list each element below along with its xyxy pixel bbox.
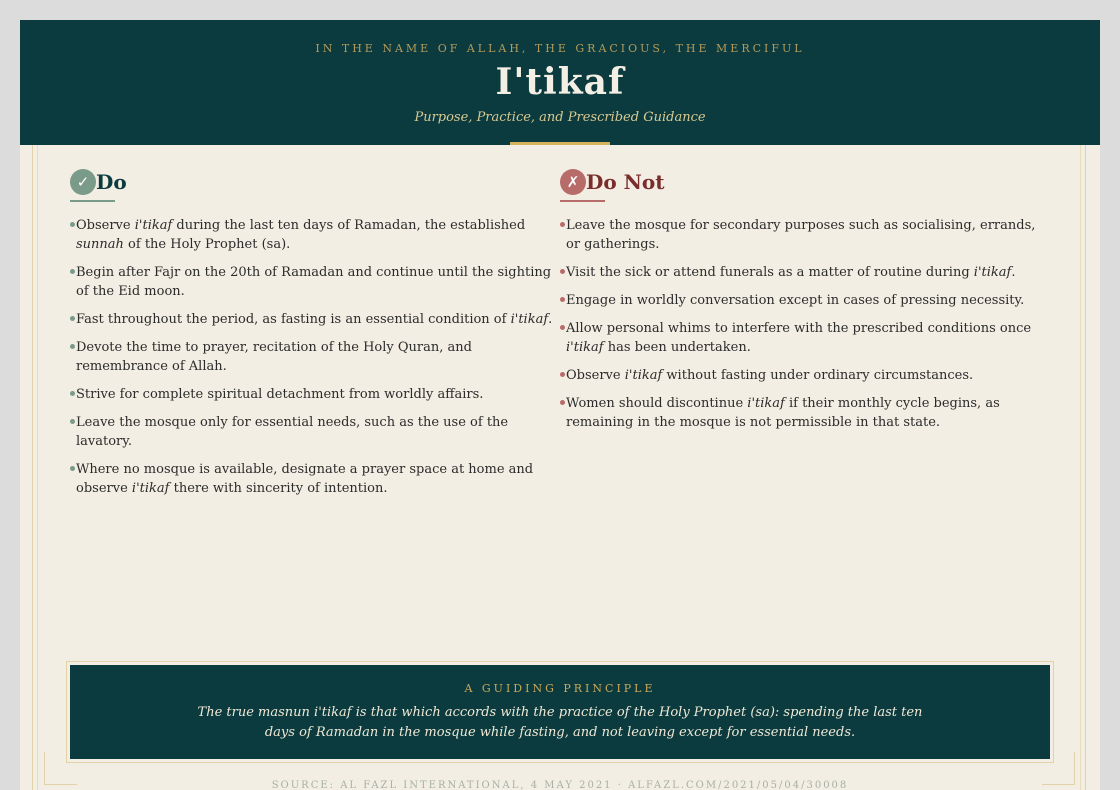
dont-column [560, 168, 1045, 441]
list-item: Begin after Fajr on the 20th of Ramadan and continue until the sighting of the Eid moon. [70, 263, 555, 301]
list-item: Observe i'tikaf during the last ten days of Ramadan, the established sunnah of the Holy Prophet (sa). [70, 216, 555, 254]
guiding-principle-box [70, 665, 1050, 759]
document-page [20, 20, 1100, 790]
do-title: Do [96, 170, 127, 194]
dont-underline [560, 200, 605, 202]
list-item: Engage in worldly conversation except in cases of pressing necessity. [560, 291, 1045, 310]
list-item: Women should discontinue i'tikaf if their monthly cycle begins, as remaining in the mosque is not permissible in that state. [560, 394, 1045, 432]
list-item: Observe i'tikaf without fasting under ordinary circumstances. [560, 366, 1045, 385]
list-item: Fast throughout the period, as fasting is an essential condition of i'tikaf. [70, 310, 555, 329]
checkmark-icon: ✓ [70, 169, 96, 195]
dont-heading [560, 168, 1045, 196]
do-column [70, 168, 555, 507]
list-item: Leave the mosque for secondary purposes such as socialising, errands, or gatherings. [560, 216, 1045, 254]
principle-text: The true masnun i'tikaf is that which accords with the practice of the Holy Prophet (sa): spending the last ten days of Ramadan in the mosque while fasting, and not leaving except for essential needs. [197, 705, 923, 740]
source-citation: SOURCE: AL FAZL INTERNATIONAL, 4 MAY 2021 · ALFAZL.COM/2021/05/04/30008 [271, 780, 849, 790]
list-item: Where no mosque is available, designate a prayer space at home and observe i'tikaf there with sincerity of intention. [70, 460, 555, 498]
list-item: Strive for complete spiritual detachment from worldly affairs. [70, 385, 555, 404]
list-item: Leave the mosque only for essential needs, such as the use of the lavatory. [70, 413, 555, 451]
page-title: I'tikaf [495, 61, 625, 103]
cross-icon: ✗ [560, 169, 586, 195]
principle-label: A GUIDING PRINCIPLE [464, 682, 656, 695]
dont-title: Do Not [586, 170, 665, 194]
do-underline [70, 200, 115, 202]
page-subtitle: Purpose, Practice, and Prescribed Guidance [414, 110, 706, 125]
list-item: Devote the time to prayer, recitation of the Holy Quran, and remembrance of Allah. [70, 338, 555, 376]
header-banner [20, 20, 1100, 145]
list-item: Visit the sick or attend funerals as a matter of routine during i'tikaf. [560, 263, 1045, 282]
dont-list [560, 216, 1045, 432]
bismillah-text: IN THE NAME OF ALLAH, THE GRACIOUS, THE MERCIFUL [315, 42, 805, 55]
list-item: Allow personal whims to interfere with the prescribed conditions once i'tikaf has been undertaken. [560, 319, 1045, 357]
do-heading [70, 168, 555, 196]
do-list [70, 216, 555, 498]
